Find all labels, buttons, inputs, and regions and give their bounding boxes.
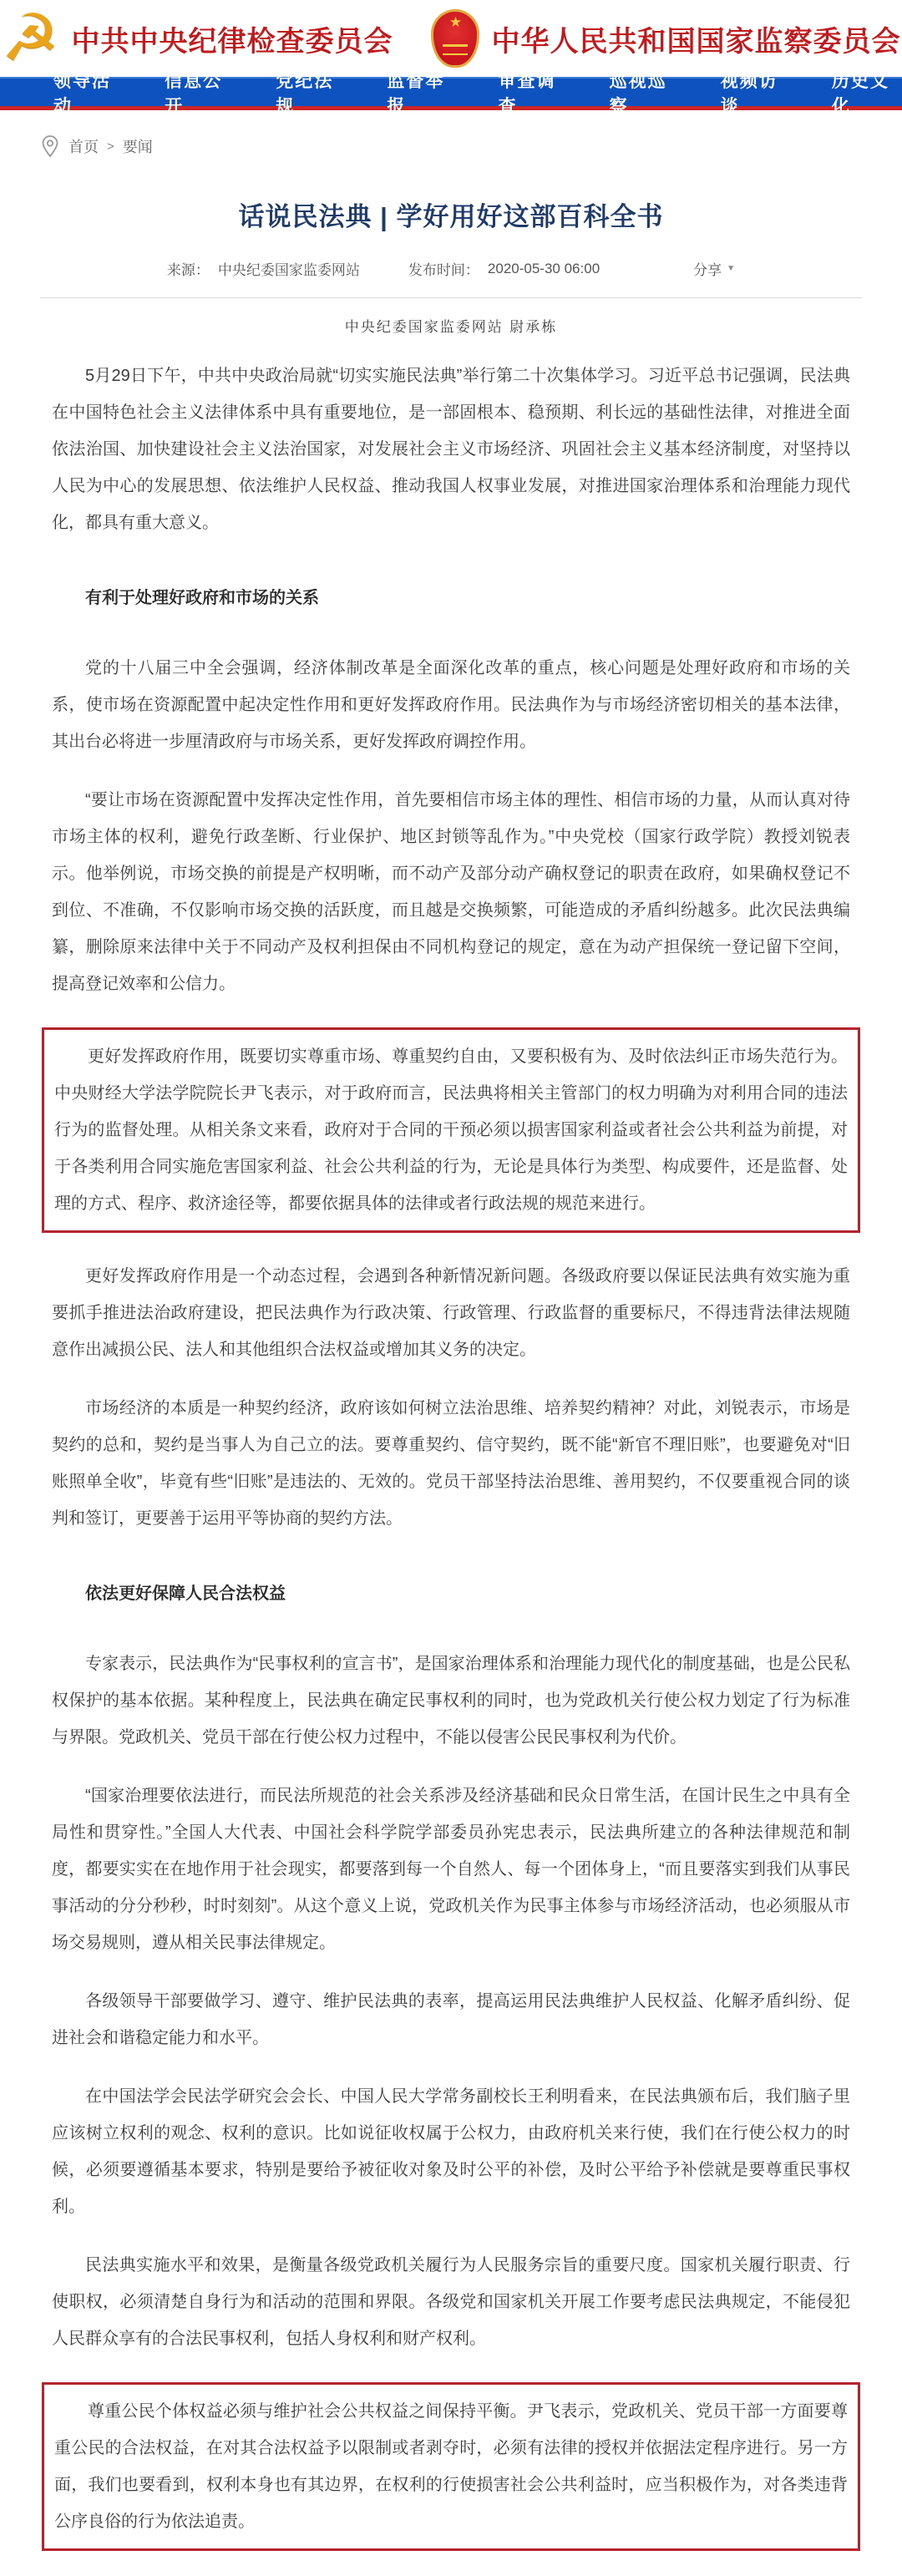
section-heading-protect-rights: 依法更好保障人民合法权益	[85, 1585, 286, 1603]
nav-item-info-disclosure[interactable]: 信息公开	[165, 70, 223, 116]
paragraph: 更好发挥政府作用是一个动态过程，会遇到各种新情况新问题。各级政府要以保证民法典有效实施为重要抓手推进法治政府建设，把民法典作为行政决策、行政管理、行政监督的重要标尺，不得违背法律法规随意作出减损公民、法人和其他组织合法权益或增加其义务的决定。	[52, 1267, 850, 1359]
page-title: 话说民法典 | 学好用好这部百科全书	[238, 202, 664, 231]
nsc-logo-link[interactable]	[431, 9, 900, 68]
paragraph: “要让市场在资源配置中发挥决定性作用，首先要相信市场主体的理性、相信市场的力量，从而认真对待市场主体的权利，避免行政垄断、行业保护、地区封锁等乱作为。”中央党校（国家行政学院）教授刘锐表示。他举例说，市场交换的前提是产权明晰，而不动产及部分动产确权登记的职责在政府，如果确权登记不到位、不准确，不仅影响市场交换的活跃度，而且越是交换频繁，可能造成的矛盾纠纷越多。此次民法典编纂，删除原来法律中关于不同动产及权利担保由不同机构登记的规定，意在为动产担保统一登记留下空间，提高登记效率和公信力。	[52, 791, 850, 993]
breadcrumb-home-link[interactable]: 首页	[68, 139, 99, 155]
source-value: 中央纪委国家监委网站	[217, 262, 360, 278]
highlighted-paragraph: 尊重公民个体权益必须与维护社会公共权益之间保持平衡。尹飞表示，党政机关、党员干部一方面要尊重公民的合法权益，在对其合法权益予以限制或者剥夺时，必须有法律的授权并依据法定程序进行。另一方面，我们也要看到，权利本身也有其边界，在权利的行使损害社会公共利益时，应当积极作为，对各类违背公序良俗的行为依法追责。	[54, 2402, 848, 2531]
share-button[interactable]	[693, 258, 735, 279]
ccdi-logo-link[interactable]	[1, 1, 393, 76]
nav-item-review-investigation[interactable]: 审查调查	[498, 70, 556, 116]
nav-item-supervision-report[interactable]: 监督举报	[387, 70, 445, 116]
paragraph: 各级领导干部要做学习、遵守、维护民法典的表率，提高运用民法典维护人民权益、化解矛盾纠纷、促进社会和谐稳定能力和水平。	[52, 1992, 850, 2047]
national-emblem-icon	[431, 9, 479, 68]
nsc-org-title: 中华人民共和国国家监察委员会	[491, 26, 901, 58]
main-nav	[0, 70, 902, 116]
paragraph: 市场经济的本质是一种契约经济，政府该如何树立法治思维、培养契约精神？对此，刘锐表示，市场是契约的总和，契约是当事人为自己立的法。要尊重契约、信守契约，既不能“新官不理旧账”，也要避免对“旧账照单全收”，毕竟有些“旧账”是违法的、无效的。党员干部坚持法治思维、善用契约，不仅要重视合同的谈判和签订，更要善于运用平等协商的契约方法。	[52, 1399, 850, 1528]
article	[0, 195, 902, 2551]
publish-time-label: 发布时间：	[408, 262, 479, 278]
paragraph: 专家表示，民法典作为“民事权利的宣言书”，是国家治理体系和治理能力现代化的制度基础，也是公民私权保护的基本依据。某种程度上，民法典在确定民事权利的同时，也为党政机关行使公权力划定了行为标准与界限。党政机关、党员干部在行使公权力过程中，不能以侵害公民民事权利为代价。	[52, 1655, 850, 1747]
national-emblem-gate-icon	[443, 44, 468, 55]
section-heading-government-market: 有利于处理好政府和市场的关系	[85, 589, 319, 607]
national-emblem-star-icon: ★	[448, 14, 463, 30]
highlighted-paragraph-box	[42, 2382, 860, 2551]
paragraph: 党的十八届三中全会强调，经济体制改革是全面深化改革的重点，核心问题是处理好政府和市场的关系，使市场在资源配置中起决定性作用和更好发挥政府作用。民法典作为与市场经济密切相关的基本法律，其出台必将进一步厘清政府与市场关系，更好发挥政府调控作用。	[52, 659, 850, 751]
nav-item-video-interview[interactable]: 视频访谈	[720, 70, 778, 116]
article-meta	[0, 258, 902, 279]
paragraph: 在中国法学会民法学研究会会长、中国人民大学常务副校长王利明看来，在民法典颁布后，我们脑子里应该树立权利的观念、权利的意识。比如说征收权属于公权力，由政府机关来行使，我们在行使公权力的时候，必须要遵循基本要求，特别是要给予被征收对象及时公平的补偿，及时公平给予补偿就是要尊重民事权利。	[52, 2087, 850, 2216]
byline: 中央纪委国家监委网站 尉承栋	[344, 319, 558, 336]
chevron-down-icon: ▼	[727, 264, 736, 273]
nav-item-inspection-tour[interactable]: 巡视巡察	[609, 70, 667, 116]
highlighted-paragraph: 更好发挥政府作用，既要切实尊重市场、尊重契约自由，又要积极有为、及时依法纠正市场失范行为。中央财经大学法学院院长尹飞表示，对于政府而言，民法典将相关主管部门的权力明确为对利用合同的违法行为的监督处理。从相关条文来看，政府对于合同的干预必须以损害国家利益或者社会公共利益为前提，对于各类利用合同实施危害国家利益、社会公共利益的行为，无论是具体行为类型、构成要件，还是监督、处理的方式、程序、救济途径等，都要依据具体的法律或者行政法规的规范来进行。	[54, 1047, 848, 1213]
party-emblem-icon: ☭	[1, 1, 60, 76]
publish-time-value: 2020-05-30 06:00	[487, 260, 600, 276]
nav-item-leader-activities[interactable]: 领导活动	[53, 70, 111, 116]
breadcrumb	[0, 110, 902, 159]
paragraph: “国家治理要依法进行，而民法所规范的社会关系涉及经济基础和民众日常生活，在国计民生之中具有全局性和贯穿性。”全国人大代表、中国社会科学院学部委员孙宪忠表示，民法典所建立的各种法律规范和制度，都要实实在在地作用于社会现实，都要落到每一个自然人、每一个团体身上，“而且要落实到我们从事民事活动的分分秒秒，时时刻刻”。从这个意义上说，党政机关作为民事主体参与市场经济活动，也必须服从市场交易规则，遵从相关民事法律规定。	[52, 1787, 850, 1952]
share-label: 分享	[693, 262, 722, 278]
paragraph-intro: 5月29日下午，中共中央政治局就“切实实施民法典”举行第二十次集体学习。习近平总书记强调，民法典在中国特色社会主义法律体系中具有重要地位，是一部固根本、稳预期、利长远的基础性法律，对推进全面依法治国、加快建设社会主义法治国家，对发展社会主义市场经济、巩固社会主义基本经济制度，对坚持以人民为中心的发展思想、依法维护人民权益、推动我国人权事业发展，对推进国家治理体系和治理能力现代化，都具有重大意义。	[52, 367, 850, 532]
source-label: 来源：	[166, 262, 210, 278]
location-pin-icon	[40, 134, 60, 159]
site-header	[0, 0, 902, 77]
breadcrumb-current-link[interactable]: 要闻	[122, 139, 153, 155]
ccdi-org-title: 中共中央纪律检查委员会	[71, 26, 393, 58]
nav-item-party-regulations[interactable]: 党纪法规	[276, 70, 334, 116]
paragraph: 民法典实施水平和效果，是衡量各级党政机关履行为人民服务宗旨的重要尺度。国家机关履行职责、行使职权，必须清楚自身行为和活动的范围和界限。各级党和国家机关开展工作要考虑民法典规定，不能侵犯人民群众享有的合法民事权利，包括人身权利和财产权利。	[52, 2256, 850, 2348]
article-body	[52, 357, 850, 2551]
highlighted-paragraph-box	[42, 1027, 860, 1233]
nav-item-history-culture[interactable]: 历史文化	[831, 70, 889, 116]
header-divider	[40, 297, 862, 298]
breadcrumb-separator: >	[107, 139, 114, 154]
